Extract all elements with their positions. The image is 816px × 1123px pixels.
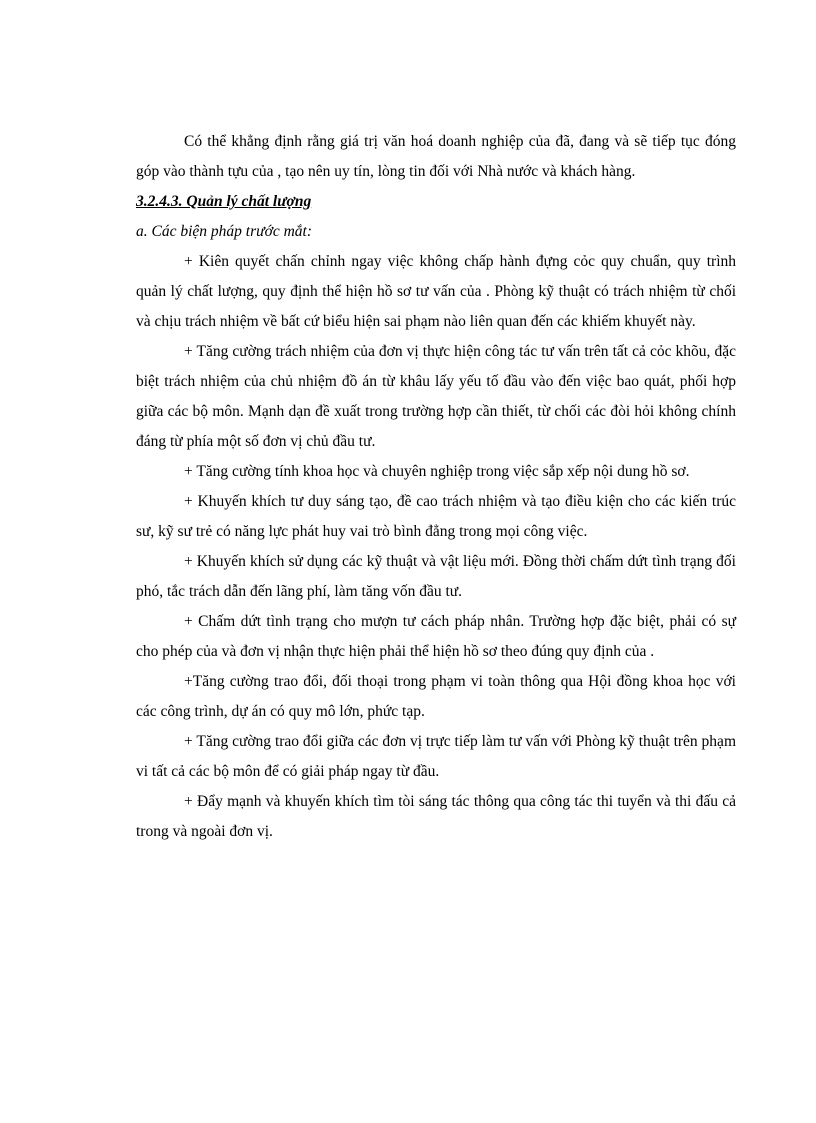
- list-item: + Kiên quyết chấn chỉnh ngay việc không chấp hành đựng cỏc quy chuẩn, quy trình quản lý chất lượng, quy định thể hiện hồ sơ tư vấn của . Phòng kỹ thuật có trách nhiệm từ chối và chịu trách nhiệm về bất cứ biểu hiện sai phạm nào liên quan đến các khiếm khuyết này.: [136, 253, 736, 330]
- list-item: +Tăng cường trao đổi, đối thoại trong phạm vi toàn thông qua Hội đồng khoa học với các công trình, dự án có quy mô lớn, phức tạp.: [136, 673, 736, 720]
- subheading: a. Các biện pháp trước mắt:: [136, 223, 313, 240]
- list-item: + Khuyến khích tư duy sáng tạo, đề cao trách nhiệm và tạo điều kiện cho các kiến trúc sư, kỹ sư trẻ có năng lực phát huy vai trò bình đẳng trong mọi công việc.: [136, 493, 736, 540]
- list-item: + Tăng cường trách nhiệm của đơn vị thực hiện công tác tư vấn trên tất cả cỏc khõu, đặc biệt trách nhiệm của chủ nhiệm đồ án từ khâu lấy yếu tố đầu vào đến việc bao quát, phối hợp giữa các bộ môn. Mạnh dạn đề xuất trong trường hợp cần thiết, từ chối các đòi hỏi không chính đáng từ phía một số đơn vị chủ đầu tư.: [136, 343, 736, 450]
- list-item: + Đẩy mạnh và khuyến khích tìm tòi sáng tác thông qua công tác thi tuyển và thi đấu cả trong và ngoài đơn vị.: [136, 793, 736, 840]
- section-heading: 3.2.4.3. Quản lý chất lượng: [136, 193, 312, 210]
- intro-paragraph: Có thể khẳng định rằng giá trị văn hoá doanh nghiệp của đã, đang và sẽ tiếp tục đóng góp vào thành tựu của , tạo nên uy tín, lòng tin đối với Nhà nước và khách hàng.: [136, 133, 736, 180]
- document-page: [136, 127, 736, 847]
- list-item: + Tăng cường tính khoa học và chuyên nghiệp trong việc sắp xếp nội dung hồ sơ.: [184, 463, 690, 480]
- list-item: + Chấm dứt tình trạng cho mượn tư cách pháp nhân. Trường hợp đặc biệt, phải có sự cho phép của và đơn vị nhận thực hiện phải thể hiện hồ sơ theo đúng quy định của .: [136, 613, 736, 660]
- list-item: + Khuyến khích sử dụng các kỹ thuật và vật liệu mới. Đồng thời chấm dứt tình trạng đối phó, tắc trách dẫn đến lãng phí, làm tăng vốn đầu tư.: [136, 553, 736, 600]
- list-item: + Tăng cường trao đổi giữa các đơn vị trực tiếp làm tư vấn với Phòng kỹ thuật trên phạm vi tất cả các bộ môn để có giải pháp ngay từ đầu.: [136, 733, 736, 780]
